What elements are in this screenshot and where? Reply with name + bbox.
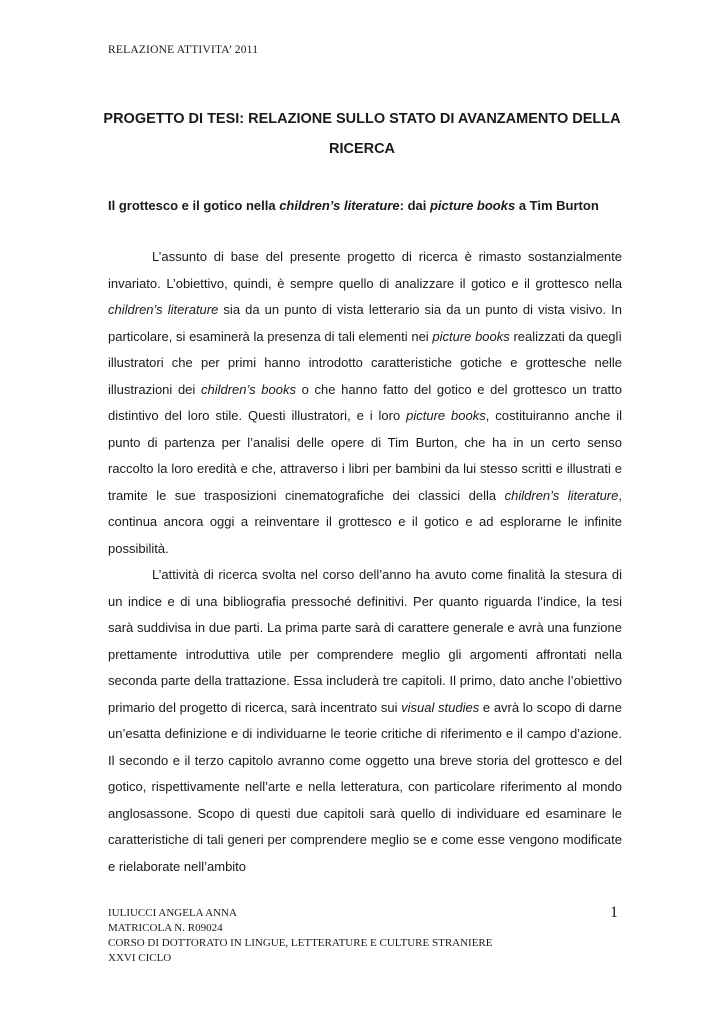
document-body xyxy=(108,244,622,880)
subtitle-part-5: a Tim Burton xyxy=(515,198,599,213)
subtitle-part-2: children’s literature xyxy=(279,198,400,213)
p2-segment-3: e avrà lo scopo di darne un’esatta definizione e di individuarne le teorie critiche di riferimento e il campo d’azione. Il secondo e il terzo capitolo avranno come oggetto una breve storia del grottesco e del gotico, rispettivamente nell’arte e nella letteratura, con particolare riferimento al mondo anglosassone. Scopo di questi due capitoli sarà quello di individuare ed esaminare le caratteristiche di tali generi per comprendere meglio se e come esse vengono modificate e rielaborate nell’ambito xyxy=(108,699,622,874)
p1-segment-11: , continua ancora oggi a reinventare il grottesco e il gotico e ad esplorarne le infinite possibilità. xyxy=(108,487,622,556)
document-subtitle xyxy=(108,198,599,213)
footer-course: CORSO DI DOTTORATO IN LINGUE, LETTERATURE E CULTURE STRANIERE xyxy=(108,937,493,949)
p1-segment-4: picture books xyxy=(432,328,510,344)
document-title-line-1: PROGETTO DI TESI: RELAZIONE SULLO STATO DI AVANZAMENTO DELLA xyxy=(103,111,621,127)
p1-segment-3: sia da un punto di vista letterario sia da un punto di vista visivo. In particolare, si esaminerà la presenza di tali elementi nei xyxy=(108,302,622,344)
body-paragraph-2 xyxy=(108,562,622,880)
p2-segment-1: L’attività di ricerca svolta nel corso dell’anno ha avuto come finalità la stesura di un indice e di una bibliografia pressoché definitivi. Per quanto riguarda l’indice, la tesi sarà suddivisa in due parti. La prima parte sarà di carattere generale e avrà una funzione prettamente introduttiva utile per comprendere meglio gli argomenti affrontati nella seconda parte della trattazione. Essa includerà tre capitoli. Il primo, dato anche l’obiettivo primario del progetto di ricerca, sarà incentrato sui xyxy=(108,567,622,715)
page-footer xyxy=(108,906,492,966)
p2-segment-2: visual studies xyxy=(401,699,480,715)
p1-segment-8: picture books xyxy=(406,408,486,423)
subtitle-part-1: Il grottesco e il gotico nella xyxy=(108,198,280,213)
p1-segment-2: children’s literature xyxy=(108,302,219,317)
footer-author: IULIUCCI ANGELA ANNA xyxy=(108,907,237,919)
p1-segment-6: children’s books xyxy=(200,381,296,397)
document-title-line-2: RICERCA xyxy=(328,141,396,157)
body-paragraph-1 xyxy=(108,244,622,562)
document-title xyxy=(96,104,628,164)
page-number: 1 xyxy=(610,904,618,921)
footer-cycle: XXVI CICLO xyxy=(108,952,172,964)
running-header: RELAZIONE ATTIVITA’ 2011 xyxy=(108,44,259,56)
p1-segment-7: o che hanno fatto del gotico e del grottesco un tratto distintivo del loro stile. Questi illustratori, e i loro xyxy=(108,381,623,423)
p1-segment-10: children’s literature xyxy=(504,487,619,503)
p1-segment-5: realizzati da queglì illustratori che per primi hanno introdotto caratteristiche gotiche e grottesche nelle illustrazioni dei xyxy=(108,328,623,397)
subtitle-part-3: : dai xyxy=(399,198,430,213)
footer-matricola: MATRICOLA N. R09024 xyxy=(108,922,223,934)
p1-segment-9: , costituiranno anche il punto di partenza per l’analisi delle opere di Tim Burton, che ha in un certo senso raccolto la loro eredità e che, attraverso i libri per bambini da lui stesso scritti e illustrati e tramite le sue trasposizioni cinematografiche dei classici della xyxy=(108,408,622,503)
p1-segment-1: L’assunto di base del presente progetto di ricerca è rimasto sostanzialmente invariato. L’obiettivo, quindi, è sempre quello di analizzare il gotico e il grottesco nella xyxy=(108,249,622,291)
subtitle-part-4: picture books xyxy=(429,198,516,213)
